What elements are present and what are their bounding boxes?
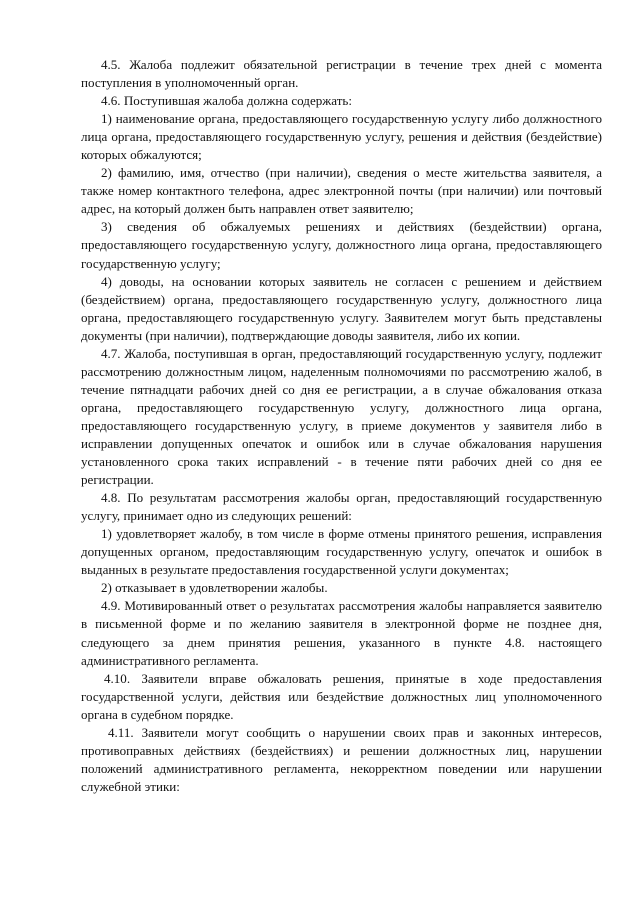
- list-item-4-8-2: 2) отказывает в удовлетворении жалобы.: [101, 580, 328, 596]
- paragraph-4-10: 4.10. Заявители вправе обжаловать решения, принятые в ходе предоставления государственной услуги, действия или бездействие должностных лиц уполномоченного органа в судебном порядке.: [81, 670, 602, 722]
- paragraph-4-11: 4.11. Заявители могут сообщить о нарушении своих прав и законных интересов, противоправных действиях (бездействиях) и решении должностных лиц, нарушении положений административного регламента, некорректном поведении или нарушении служебной этики:: [81, 724, 602, 794]
- list-item-4-8-1: 1) удовлетворяет жалобу, в том числе в форме отмены принятого решения, исправления допущенных органом, предоставляющим государственную услугу, опечаток и ошибок в выданных в результате предоставления государственной услуги документах;: [81, 526, 602, 578]
- list-item-4-6-2: 2) фамилию, имя, отчество (при наличии), сведения о месте жительства заявителя, а также номер контактного телефона, адрес электронной почты (при наличии) или почтовый адрес, на который должен быть направлен ответ заявителю;: [81, 165, 602, 217]
- paragraph-4-7: 4.7. Жалоба, поступившая в орган, предоставляющий государственную услугу, подлежит рассмотрению должностным лицом, наделенным полномочиями по рассмотрению жалоб, в течение пятнадцати рабочих дней со дня ее регистрации, а в случае обжалования отказа органа, предоставляющего государственную услугу, должностного лица органа, предоставляющего государственную услугу, в приеме документов у заявителя либо в исправлении допущенных опечаток и ошибок или в случае обжалования нарушения установленного срока таких исправлений - в течение пяти рабочих дней со дня ее регистрации.: [81, 345, 602, 488]
- list-item-4-6-1: 1) наименование органа, предоставляющего государственную услугу либо должностного лица органа, предоставляющего государственную услугу, решения и действия (бездействие) которых обжалуются;: [81, 111, 602, 163]
- list-item-4-6-3: 3) сведения об обжалуемых решениях и действиях (бездействии) органа, предоставляющего государственную услугу, должностного лица органа, предоставляющего государственную услугу;: [81, 219, 602, 271]
- document-page: [81, 56, 602, 796]
- paragraph-4-9: 4.9. Мотивированный ответ о результатах рассмотрения жалобы направляется заявителю в письменной форме и по желанию заявителя в электронной форме не позднее дня, следующего за днем принятия решения, указанного в пункте 4.8. настоящего административного регламента.: [81, 598, 602, 668]
- paragraph-4-8: 4.8. По результатам рассмотрения жалобы орган, предоставляющий государственную услугу, принимает одно из следующих решений:: [81, 490, 602, 524]
- paragraph-4-5: 4.5. Жалоба подлежит обязательной регистрации в течение трех дней с момента поступления в уполномоченный орган.: [81, 57, 602, 91]
- list-item-4-6-4: 4) доводы, на основании которых заявитель не согласен с решением и действием (бездействием) органа, предоставляющего государственную услугу, должностного лица органа, предоставляющего государственную услугу. Заявителем могут быть представлены документы (при наличии), подтверждающие доводы заявителя, либо их копии.: [81, 273, 602, 343]
- paragraph-4-6: 4.6. Поступившая жалоба должна содержать:: [101, 93, 352, 109]
